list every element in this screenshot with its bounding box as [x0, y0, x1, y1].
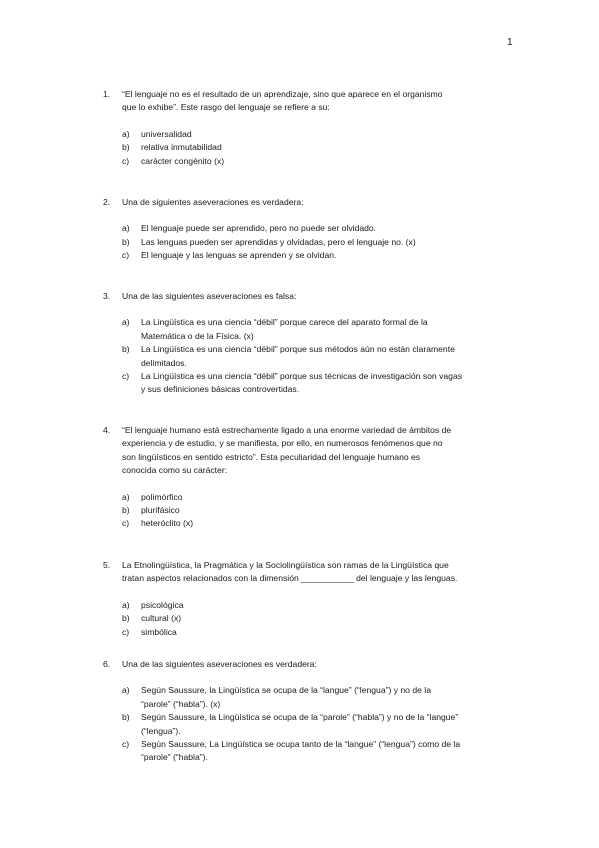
option-item — [122, 141, 523, 154]
option-text — [141, 128, 523, 141]
question-number: 1. — [103, 89, 111, 99]
option-line: Matemática o de la Física. (x) — [141, 330, 254, 341]
question-line: conocida como su carácter: — [122, 465, 228, 476]
option-text — [141, 249, 523, 262]
question-stem — [103, 658, 523, 671]
option-item — [122, 738, 523, 765]
option-list — [122, 684, 523, 764]
option-line: delimitados. — [141, 357, 187, 368]
option-letter: b) — [122, 236, 130, 247]
question-line: “El lenguaje humano está estrechamente ligado a una enorme variedad de ámbitos de — [122, 425, 452, 435]
option-line: La Lingüística es una ciencia “débil” porque sus métodos aún no están claramente — [141, 344, 455, 355]
question-5 — [103, 559, 523, 639]
option-line: Según Saussure, la Lingüística se ocupa de la “langue” (“lengua”) y no de la — [141, 685, 431, 696]
question-line: “El lenguaje no es el resultado de un aprendizaje, sino que aparece en el organismo — [122, 89, 443, 99]
option-line: Según Saussure, la Lingüística se ocupa de la “parole” (“habla”) y no de la “langue” — [141, 712, 459, 723]
option-item — [122, 128, 523, 141]
question-stem — [103, 424, 523, 478]
option-item — [122, 626, 523, 639]
option-text — [141, 316, 523, 343]
option-letter: a) — [122, 491, 130, 502]
question-line: tratan aspectos relacionados con la dimensión ___________ del lenguaje y las lenguas. — [122, 573, 458, 584]
option-item — [122, 222, 523, 235]
question-stem — [103, 290, 523, 303]
option-item — [122, 504, 523, 517]
question-number: 3. — [103, 291, 111, 301]
question-2 — [103, 196, 523, 263]
option-item — [122, 370, 523, 397]
option-text — [141, 343, 523, 370]
option-item — [122, 517, 523, 530]
question-1 — [103, 88, 523, 168]
question-stem — [103, 88, 523, 115]
option-letter: b) — [122, 344, 130, 355]
question-number: 4. — [103, 425, 111, 435]
option-text — [141, 370, 523, 397]
option-line: plurifásico — [141, 505, 180, 516]
option-item — [122, 491, 523, 504]
question-text — [122, 290, 523, 303]
option-list — [122, 599, 523, 639]
option-item — [122, 612, 523, 625]
option-letter: b) — [122, 505, 130, 516]
option-item — [122, 599, 523, 612]
option-list — [122, 128, 523, 168]
option-line: La Lingüística es una ciencia “débil” porque sus técnicas de investigación son vagas — [141, 371, 463, 382]
option-text — [141, 517, 523, 530]
option-line: cultural (x) — [141, 613, 182, 624]
option-line: relativa inmutabilidad — [141, 142, 222, 153]
option-letter: a) — [122, 599, 130, 610]
question-stem — [103, 196, 523, 209]
question-text — [122, 196, 523, 209]
option-line: “parole” (“habla”). (x) — [141, 698, 221, 709]
question-number: 5. — [103, 560, 111, 570]
option-text — [141, 141, 523, 154]
option-text — [141, 155, 523, 168]
option-list — [122, 316, 523, 396]
question-line: experiencia y de estudio, y se manifiesta, por ello, en numerosos fenómenos que no — [122, 438, 443, 449]
option-letter: a) — [122, 223, 130, 234]
option-line: Las lenguas pueden ser aprendidas y olvidadas, pero el lenguaje no. (x) — [141, 236, 416, 247]
question-text — [122, 88, 523, 115]
option-letter: c) — [122, 739, 130, 750]
option-letter: a) — [122, 317, 130, 328]
option-line: y sus definiciones básicas controvertidas. — [141, 384, 300, 395]
option-letter: c) — [122, 155, 130, 166]
option-letter: b) — [122, 142, 130, 153]
option-line: (“lengua”). — [141, 725, 181, 736]
option-text — [141, 236, 523, 249]
option-letter: c) — [122, 518, 130, 529]
option-letter: b) — [122, 712, 130, 723]
option-letter: a) — [122, 128, 130, 139]
option-text — [141, 491, 523, 504]
question-3 — [103, 290, 523, 397]
option-text — [141, 738, 523, 765]
question-text — [122, 559, 523, 586]
option-line: universalidad — [141, 128, 192, 139]
option-letter: b) — [122, 613, 130, 624]
option-line: Según Saussure, La Lingüística se ocupa tanto de la “langue” (“lengua”) como de la — [141, 739, 461, 750]
option-text — [141, 504, 523, 517]
option-letter: c) — [122, 250, 130, 261]
option-text — [141, 626, 523, 639]
question-line: son lingüísticos en sentido estricto”. Esta peculiaridad del lenguaje humano es — [122, 451, 421, 462]
question-6 — [103, 658, 523, 765]
option-item — [122, 155, 523, 168]
option-text — [141, 222, 523, 235]
question-number: 6. — [103, 659, 111, 669]
question-stem — [103, 559, 523, 586]
option-item — [122, 711, 523, 738]
option-text — [141, 612, 523, 625]
option-line: El lenguaje y las lenguas se aprenden y se olvidan. — [141, 250, 337, 261]
option-line: heteróclito (x) — [141, 518, 194, 529]
question-4 — [103, 424, 523, 531]
page-number: 1 — [507, 37, 513, 48]
option-letter: c) — [122, 371, 130, 382]
question-text — [122, 424, 523, 478]
option-line: carácter congénito (x) — [141, 155, 225, 166]
option-text — [141, 599, 523, 612]
option-text — [141, 684, 523, 711]
question-line: Una de las siguientes aseveraciones es falsa: — [122, 291, 297, 301]
question-line: Una de las siguientes aseveraciones es verdadera: — [122, 659, 317, 669]
option-line: psicológica — [141, 599, 184, 610]
question-text — [122, 658, 523, 671]
question-number: 2. — [103, 197, 111, 207]
option-line: simbólica — [141, 626, 177, 637]
option-letter: a) — [122, 685, 130, 696]
option-item — [122, 684, 523, 711]
option-item — [122, 236, 523, 249]
option-item — [122, 343, 523, 370]
option-line: polimórfico — [141, 491, 183, 502]
option-line: El lenguaje puede ser aprendido, pero no puede ser olvidado. — [141, 223, 377, 234]
option-line: La Lingüística es una ciencia “débil” porque carece del aparato formal de la — [141, 317, 428, 328]
option-text — [141, 711, 523, 738]
option-list — [122, 491, 523, 531]
option-item — [122, 316, 523, 343]
question-line: La Etnolingüística, la Pragmática y la Sociolingüística son ramas de la Lingüística que — [122, 560, 449, 570]
question-line: que lo exhibe”. Este rasgo del lenguaje se refiere a su: — [122, 102, 330, 113]
option-list — [122, 222, 523, 262]
question-line: Una de siguientes aseveraciones es verdadera: — [122, 197, 304, 207]
option-item — [122, 249, 523, 262]
option-line: “parole” (“habla”). — [141, 752, 208, 763]
option-letter: c) — [122, 626, 130, 637]
